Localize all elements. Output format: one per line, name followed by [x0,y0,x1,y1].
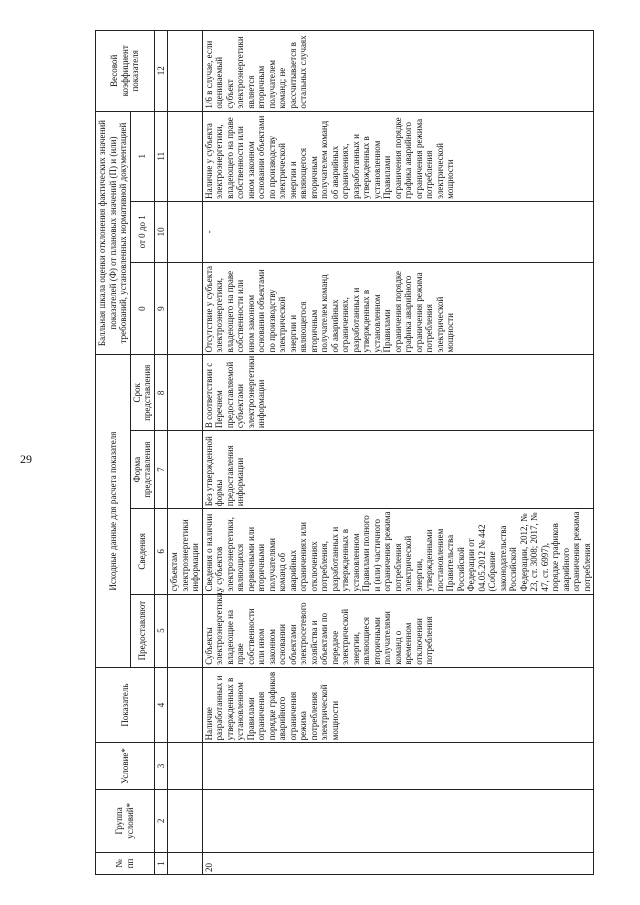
column-number-row [154,31,168,875]
header-deadline: Срок представления [130,355,154,431]
header-group: Группа условий* [96,789,155,852]
indicator-table [95,30,594,875]
column-number: 9 [154,262,168,355]
row-group [202,789,594,852]
row-indicator: Наличие разработанных и утвержденных в установленном Правилами ограничения порядке графиков аварийного ограничения режима потребления электрической мощности [202,667,594,743]
column-number: 7 [154,431,168,509]
header-score-range: от 0 до 1 [130,201,154,262]
column-number: 10 [154,201,168,262]
table-row [202,31,594,875]
row-form: Без утвержденной формы предоставления информации [202,431,594,509]
row-weight: 1/6 в случае, если оцениваемый субъект электроэнергетики является вторичным получателем команд; не рассчитывается в остальных случаях [202,31,594,112]
column-number: 11 [154,111,168,201]
column-number: 3 [154,743,168,789]
column-number: 5 [154,594,168,667]
row-info: Сведения о наличии у субъектов электроэнергетики, являющихся первичными или вторичными получателями команд об аварийных ограничениях или отключениях потребления, разработанных и утвержденных в установленном Правилами полного и (или) частичного ограничения режима потребления электрической энергии, утвержденными постановлением Правительства Российской Федерации от 04.05.2012 № 442 (Собрание законодательства Российской Федерации, 2012, № 23, ст. 3008; 2017, № 47, ст. 6997), порядке графиков аварийного ограничения режима потребления [202,509,594,594]
column-number: 12 [154,31,168,112]
header-provided-by: Предоставляют [130,594,154,667]
row-condition [202,743,594,789]
header-row-1 [96,31,131,875]
header-source-data: Исходные данные для расчета показателя [96,355,131,667]
row-score-range: - [202,201,594,262]
column-number: 6 [154,509,168,594]
column-number: 2 [154,789,168,852]
header-score-0: 0 [130,262,154,355]
column-number: 8 [154,355,168,431]
header-scores: Балльная шкала оценки отклонения фактических значений показателей (Ф) от плановых значений (П) и (или) требований, установленных нормативной документацией [96,111,131,355]
column-number: 4 [154,667,168,743]
row-num: 20 [202,853,594,875]
row-deadline: В соответствии с Перечнем предоставляемой субъектами электроэнергетики информации [202,355,594,431]
header-info: Сведения [130,509,154,594]
header-num: № пп [96,853,155,875]
continuation-row [168,31,203,875]
rotated-table-wrapper [95,30,640,875]
row-score-0: Отсутствие у субъекта электроэнергетики, владеющего на праве собственности или ином законном основании объектами по производству электрической энергии и являющегося вторичным получателем команд об аварийных ограничениях, разработанных и утвержденных в установленном Правилами ограничения порядке графика аварийного ограничения режима потребления электрической мощности [202,262,594,355]
column-number: 1 [154,853,168,875]
header-form: Форма представления [130,431,154,509]
row-provided-by: Субъекты электроэнергетики, владеющие на праве собственности или ином законном основании объектами электросетевого хозяйства и объектами по передаче электрической энергии, являющиеся вторичными получателями команд о временном отключении потребления [202,594,594,667]
header-score-1: 1 [130,111,154,201]
row-score-1: Наличие у субъекта электроэнергетики, владеющего на праве собственности или ином законном основании объектами по производству электрической энергии и являющегося вторичным получателем команд об аварийных ограничениях, разработанных и утвержденных в установленном Правилами ограничения порядке графика аварийного ограничения режима потребления электрической мощности [202,111,594,201]
header-condition: Условие* [96,743,155,789]
continuation-info: субъектам электроэнергетики информации [168,509,203,594]
page-number: 29 [20,452,32,466]
header-weight: Весовой коэффициент показателя [96,31,155,112]
rotated-table-container [95,30,640,875]
header-indicator: Показатель [96,667,155,743]
